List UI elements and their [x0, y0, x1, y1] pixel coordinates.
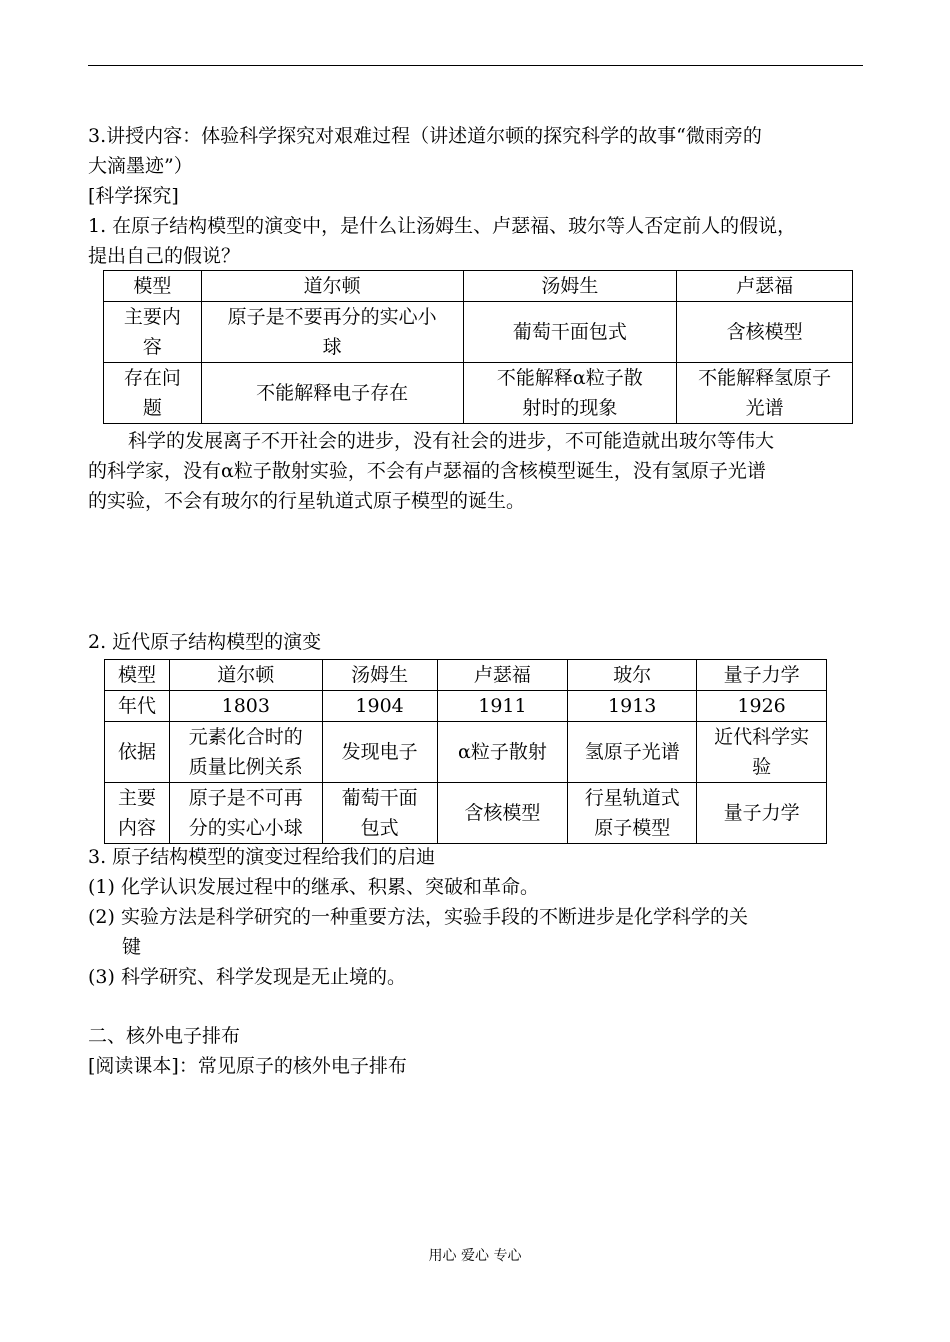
question1-line1: 1. 在原子结构模型的演变中，是什么让汤姆生、卢瑟福、玻尔等人否定前人的假说，: [88, 215, 797, 237]
lesson-item-3: (3) 科学研究、科学发现是无止境的。: [88, 966, 406, 988]
table1-header-cell: 卢瑟福: [677, 271, 853, 302]
table1-cell: 原子是不要再分的实心小 球: [201, 302, 463, 363]
table2-header-cell: 模型: [105, 660, 170, 691]
table1-cell: 主要内 容: [104, 302, 202, 363]
inquiry-tag: [科学探究]: [88, 185, 179, 207]
table2-header-cell: 玻尔: [568, 660, 697, 691]
paragraph-line2: 的科学家，没有α粒子散射实验，不会有卢瑟福的含核模型诞生，没有氢原子光谱: [88, 460, 766, 482]
section2-title: 2. 近代原子结构模型的演变: [88, 631, 322, 653]
table2-cell: 1904: [322, 691, 437, 722]
table2-cell: 1803: [169, 691, 322, 722]
table1-header-cell: 汤姆生: [463, 271, 677, 302]
table1-cell: 存在问 题: [104, 363, 202, 424]
table2-header-cell: 道尔顿: [169, 660, 322, 691]
question1-line2: 提出自己的假说？: [88, 245, 241, 267]
reading-note: [阅读课本]：常见原子的核外电子排布: [88, 1055, 407, 1077]
section3b-title: 3. 原子结构模型的演变过程给我们的启迪: [88, 846, 436, 868]
table2-header-cell: 汤姆生: [322, 660, 437, 691]
model-evolution-table: [104, 659, 827, 844]
table2-header-cell: 量子力学: [697, 660, 827, 691]
model-problems-table: [103, 270, 853, 424]
table2-cell: 含核模型: [437, 783, 568, 844]
table2-cell: 1911: [437, 691, 568, 722]
lesson-item-2-line1: (2) 实验方法是科学研究的一种重要方法，实验手段的不断进步是化学科学的关: [88, 906, 748, 928]
table2-cell: α粒子散射: [437, 722, 568, 783]
table2-cell: 葡萄干面 包式: [322, 783, 437, 844]
paragraph-line3: 的实验，不会有玻尔的行星轨道式原子模型的诞生。: [88, 490, 526, 512]
lesson-item-2-line2: 键: [122, 936, 142, 958]
table2-cell: 主要 内容: [105, 783, 170, 844]
table2-cell: 年代: [105, 691, 170, 722]
table2-cell: 近代科学实 验: [697, 722, 827, 783]
section3-line2: 大滴墨迹”）: [88, 155, 193, 177]
table2-cell: 行星轨道式 原子模型: [568, 783, 697, 844]
table1-cell: 不能解释电子存在: [201, 363, 463, 424]
section3-line1: 3.讲授内容：体验科学探究对艰难过程（讲述道尔顿的探究科学的故事“微雨旁的: [88, 125, 762, 147]
table2-cell: 1913: [568, 691, 697, 722]
table1-cell: 不能解释氢原子 光谱: [677, 363, 853, 424]
table2-cell: 依据: [105, 722, 170, 783]
page-footer: 用心 爱心 专心: [428, 1248, 522, 1264]
table2-cell: 1926: [697, 691, 827, 722]
table2-cell: 氢原子光谱: [568, 722, 697, 783]
table2-cell: 元素化合时的 质量比例关系: [169, 722, 322, 783]
table1-header-cell: 道尔顿: [201, 271, 463, 302]
paragraph-line1: 科学的发展离子不开社会的进步，没有社会的进步，不可能造就出玻尔等伟大: [128, 430, 775, 452]
table1-cell: 含核模型: [677, 302, 853, 363]
table2-cell: 发现电子: [322, 722, 437, 783]
table2-header-cell: 卢瑟福: [437, 660, 568, 691]
table1-header-cell: 模型: [104, 271, 202, 302]
header-rule: [88, 65, 863, 66]
part2-title: 二、核外电子排布: [88, 1025, 241, 1047]
table1-cell: 葡萄干面包式: [463, 302, 677, 363]
table1-cell: 不能解释α粒子散 射时的现象: [463, 363, 677, 424]
table2-cell: 量子力学: [697, 783, 827, 844]
table2-cell: 原子是不可再 分的实心小球: [169, 783, 322, 844]
lesson-item-1: (1) 化学认识发展过程中的继承、积累、突破和革命。: [88, 876, 539, 898]
